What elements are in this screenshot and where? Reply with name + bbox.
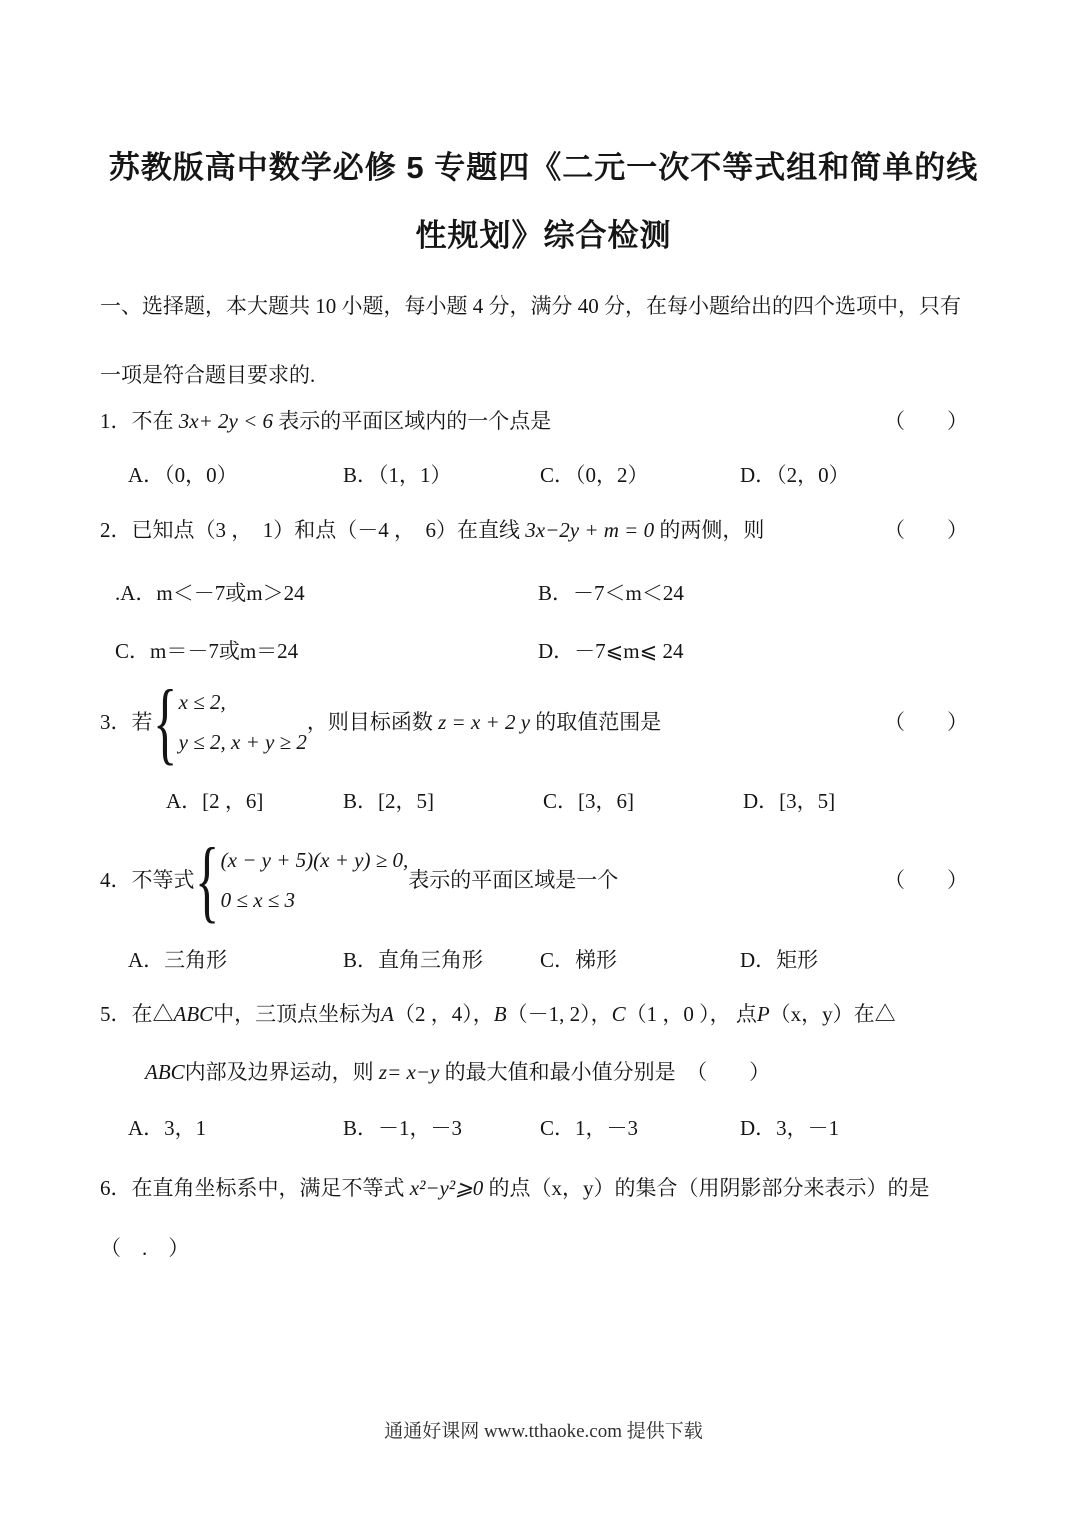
- question-1-stem: [100, 406, 990, 436]
- question-1-text: [100, 406, 551, 436]
- text-segment: ，则目标函数: [306, 710, 439, 734]
- question-3-stem: [100, 671, 990, 773]
- option-c: C．梯形: [540, 948, 618, 972]
- system-line-1: (x − y + 5)(x + y) ≥ 0,: [220, 848, 409, 872]
- question-1-options: [100, 460, 990, 490]
- math-expression: z = x + 2 y: [438, 710, 531, 734]
- question-2-options-row-2: [100, 636, 990, 666]
- doc-title-line-2: 性规划》综合检测: [415, 218, 672, 253]
- footer-site-credit: 通通好课网 www.tthaoke.com 提供下载: [384, 1421, 703, 1442]
- math-expression: 3x−2y + m = 0: [525, 518, 655, 542]
- text-segment: （2 ，4），: [394, 1002, 494, 1026]
- option-d: D．－7⩽m⩽ 24: [538, 639, 684, 663]
- text-segment: （1 ，0 ）， 点: [625, 1002, 757, 1026]
- math-expression: B: [493, 1002, 507, 1026]
- section-intro-line-2: 一项是符合题目要求的.: [100, 363, 316, 387]
- question-5-line-1: [100, 999, 990, 1029]
- option-b: B．（1，1）: [343, 463, 452, 487]
- question-2-options-row-1: [100, 578, 990, 608]
- question-4-suffix: [408, 865, 618, 895]
- answer-paren: （ ）: [884, 710, 968, 734]
- inequality-system: [179, 682, 307, 762]
- math-expression: ABC: [145, 1060, 185, 1084]
- system-line-2: 0 ≤ x ≤ 3: [220, 888, 296, 912]
- text-segment: 内部及边界运动，则: [184, 1060, 379, 1084]
- math-expression: x²−y²⩾0: [409, 1176, 484, 1200]
- text-segment: 的点（x，y）的集合（用阴影部分来表示）的是: [483, 1176, 930, 1200]
- text-segment: 表示的平面区域是一个: [408, 868, 619, 892]
- text-segment: （－1, 2），: [506, 1002, 612, 1026]
- text-segment: 2．已知点（3 ， 1）和点（－4 ， 6）在直线: [100, 518, 526, 542]
- question-3-suffix: [307, 707, 661, 737]
- option-d: D．3，－1: [740, 1116, 840, 1140]
- question-2-stem: [100, 515, 990, 545]
- math-expression: A: [381, 1002, 394, 1026]
- question-5-options: [100, 1113, 990, 1143]
- math-expression: P: [756, 1002, 770, 1026]
- question-4-prefix: 4．不等式: [100, 868, 195, 892]
- answer-paren: （ ）: [884, 409, 968, 433]
- option-c: C．m＝－7或m＝24: [115, 639, 299, 663]
- system-line-2: y ≤ 2, x + y ≥ 2: [178, 730, 307, 754]
- text-segment: 6．在直角坐标系中，满足不等式: [100, 1176, 410, 1200]
- doc-title-line-1: 苏教版高中数学必修 5 专题四《二元一次不等式组和简单的线: [108, 150, 979, 185]
- option-c: C．1，－3: [540, 1116, 639, 1140]
- section-intro-line-1: 一、选择题，本大题共 10 小题，每小题 4 分，满分 40 分，在每小题给出的四个选项中，只有: [100, 294, 961, 318]
- option-b: B．－1，－3: [343, 1116, 463, 1140]
- question-3-options: [100, 786, 990, 816]
- option-b: B．[2，5]: [343, 789, 434, 813]
- option-d: D．（2，0）: [740, 463, 850, 487]
- math-expression: C: [611, 1002, 626, 1026]
- math-expression: z= x−y: [378, 1060, 440, 1084]
- question-2-text: [100, 515, 764, 545]
- question-6-answer-paren: （ . ）: [100, 1236, 190, 1260]
- option-c: C．[3，6]: [543, 789, 634, 813]
- text-segment: 表示的平面区域内的一个点是: [272, 409, 552, 433]
- math-expression: ABC: [173, 1002, 214, 1026]
- math-expression: 3x+ 2y < 6: [178, 409, 273, 433]
- option-c: C．（0，2）: [540, 463, 649, 487]
- option-b: B．直角三角形: [343, 948, 484, 972]
- option-a: A．[2 ，6]: [166, 789, 264, 813]
- text-segment: （x，y）在△: [769, 1002, 896, 1026]
- text-segment: 的两侧，则: [654, 518, 765, 542]
- text-segment: 的取值范围是: [530, 710, 662, 734]
- question-4-text: [100, 829, 619, 931]
- question-3-text: [100, 671, 662, 773]
- text-segment: 中，三顶点坐标为: [213, 1002, 382, 1026]
- question-5-line-2: [100, 1057, 990, 1087]
- option-a: A．3，1: [128, 1116, 207, 1140]
- question-4-options: [100, 945, 990, 975]
- text-segment: 5．在△: [100, 1002, 174, 1026]
- option-d: D．[3，5]: [743, 789, 836, 813]
- option-a: A．（0，0）: [128, 463, 238, 487]
- answer-paren: （ ）: [884, 868, 968, 892]
- system-line-1: x ≤ 2,: [178, 690, 226, 714]
- text-segment: 1．不在: [100, 409, 179, 433]
- system-brace: {: [194, 829, 219, 931]
- option-a: .A．m＜－7或m＞24: [115, 581, 305, 605]
- question-6-line-1: [100, 1173, 990, 1203]
- system-brace: {: [152, 671, 177, 773]
- option-a: A．三角形: [128, 948, 228, 972]
- answer-paren: （ ）: [884, 518, 968, 542]
- question-3-prefix: 3．若: [100, 710, 153, 734]
- option-b: B．－7＜m＜24: [538, 581, 684, 605]
- question-4-stem: [100, 829, 990, 931]
- option-d: D．矩形: [740, 948, 819, 972]
- inequality-system: [221, 840, 409, 920]
- text-segment: 的最大值和最小值分别是 （ ）: [439, 1060, 771, 1084]
